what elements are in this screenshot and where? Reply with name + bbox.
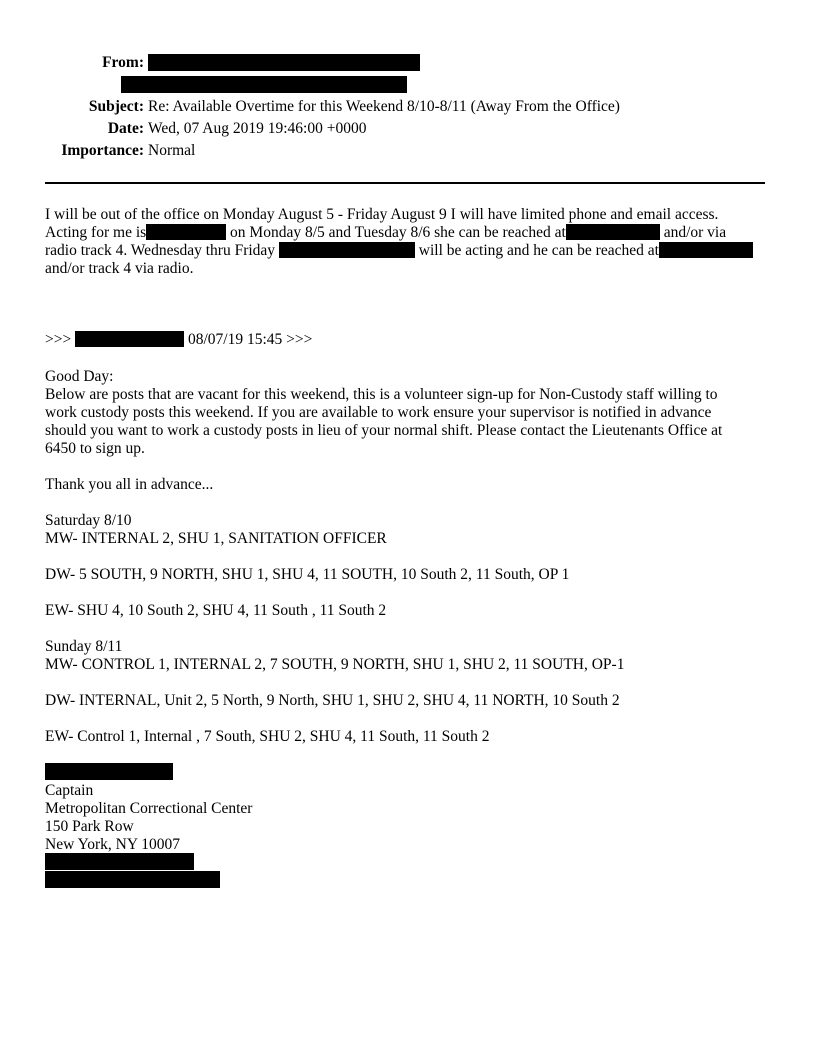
importance-label: Importance: [61, 142, 144, 159]
signature-street: 150 Park Row [45, 818, 134, 835]
redacted-signature-phone [45, 853, 194, 870]
redacted-acting-name [146, 224, 226, 240]
date-label: Date: [107, 120, 144, 137]
reply-line-2a: Acting for me is [45, 224, 147, 241]
reply-line-2c: and/or via [659, 224, 727, 241]
thanks-line: Thank you all in advance... [45, 476, 214, 493]
greeting: Good Day: [45, 368, 114, 385]
reply-line-2 [45, 224, 726, 242]
header-divider [45, 182, 765, 184]
body-line-1: Below are posts that are vacant for this weekend, this is a volunteer sign-up for Non-Custody staff willing to [45, 386, 718, 403]
reply-line-1: I will be out of the office on Monday August 5 - Friday August 9 I will have limited phone and email access. [45, 206, 719, 223]
saturday-title: Saturday 8/10 [45, 512, 132, 529]
from-label: From: [102, 54, 144, 71]
saturday-ew: EW- SHU 4, 10 South 2, SHU 4, 11 South , 11 South 2 [45, 602, 387, 619]
body-line-4: 6450 to sign up. [45, 440, 145, 457]
redacted-from-line1 [148, 54, 420, 71]
signature-city: New York, NY 10007 [45, 836, 181, 853]
saturday-dw: DW- 5 SOUTH, 9 NORTH, SHU 1, SHU 4, 11 SOUTH, 10 South 2, 11 South, OP 1 [45, 566, 570, 583]
sunday-dw: DW- INTERNAL, Unit 2, 5 North, 9 North, SHU 1, SHU 2, SHU 4, 11 NORTH, 10 South 2 [45, 692, 620, 709]
sunday-mw: MW- CONTROL 1, INTERNAL 2, 7 SOUTH, 9 NORTH, SHU 1, SHU 2, 11 SOUTH, OP-1 [45, 656, 625, 673]
redacted-phone-1 [566, 224, 660, 240]
redacted-from-line2 [121, 76, 407, 93]
reply-line-3a: radio track 4. Wednesday thru Friday [45, 242, 279, 259]
quoted-marker-suffix: 08/07/19 15:45 >>> [184, 331, 313, 348]
reply-line-4: and/or track 4 via radio. [45, 260, 194, 277]
reply-line-3b: will be acting and he can be reached at [414, 242, 659, 259]
redacted-signature-name [45, 763, 173, 780]
sunday-ew: EW- Control 1, Internal , 7 South, SHU 2, SHU 4, 11 South, 11 South 2 [45, 728, 490, 745]
importance-value: Normal [148, 142, 196, 159]
sunday-title: Sunday 8/11 [45, 638, 123, 655]
redacted-sender [75, 331, 184, 347]
quoted-marker-prefix: >>> [45, 331, 76, 348]
date-value: Wed, 07 Aug 2019 19:46:00 +0000 [148, 120, 367, 137]
signature-title: Captain [45, 782, 94, 799]
signature-org: Metropolitan Correctional Center [45, 800, 253, 817]
body-line-3: should you want to work a custody posts in lieu of your normal shift. Please contact the Lieutenants Office at [45, 422, 723, 439]
redacted-phone-2 [659, 242, 753, 258]
reply-line-3 [45, 242, 753, 260]
subject-label: Subject: [88, 98, 144, 115]
quoted-marker [45, 331, 312, 349]
saturday-mw: MW- INTERNAL 2, SHU 1, SANITATION OFFICER [45, 530, 387, 547]
reply-line-2b: on Monday 8/5 and Tuesday 8/6 she can be reached at [226, 224, 566, 241]
redacted-signature-email [45, 871, 220, 888]
body-line-2: work custody posts this weekend. If you are available to work ensure your supervisor is notified in advance [45, 404, 712, 421]
subject-value: Re: Available Overtime for this Weekend 8/10-8/11 (Away From the Office) [148, 98, 620, 115]
redacted-acting-name-2 [279, 242, 415, 258]
